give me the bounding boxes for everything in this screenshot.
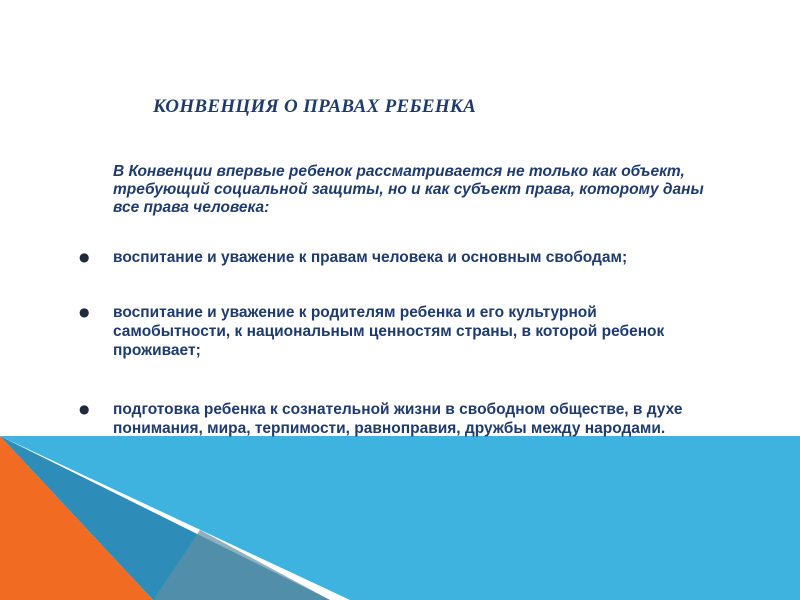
bullet-text: подготовка ребенка к сознательной жизни в свободном обществе, в духе понимания, мира, терпимости, равноправия, дружбы между народами. — [113, 401, 683, 437]
bullet-dot-icon: ● — [79, 305, 90, 319]
bullet-dot-icon: ● — [79, 402, 90, 416]
intro-paragraph: В Конвенции впервые ребенок рассматривается не только как объект, требующий социальной защиты, но и как субъект права, которому даны все права человека: — [113, 163, 704, 216]
list-item — [79, 303, 719, 360]
slide-title: КОНВЕНЦИЯ О ПРАВАХ РЕБЕНКА — [153, 96, 477, 117]
bullet-text: воспитание и уважение к родителям ребенка и его культурной самобытности, к национальным ценностям страны, в которой ребенок проживает; — [113, 304, 665, 359]
list-item — [79, 248, 719, 267]
bullet-dot-icon: ● — [79, 250, 90, 264]
list-item — [79, 400, 719, 438]
bullet-text: воспитание и уважение к правам человека и основным свободам; — [113, 249, 628, 266]
